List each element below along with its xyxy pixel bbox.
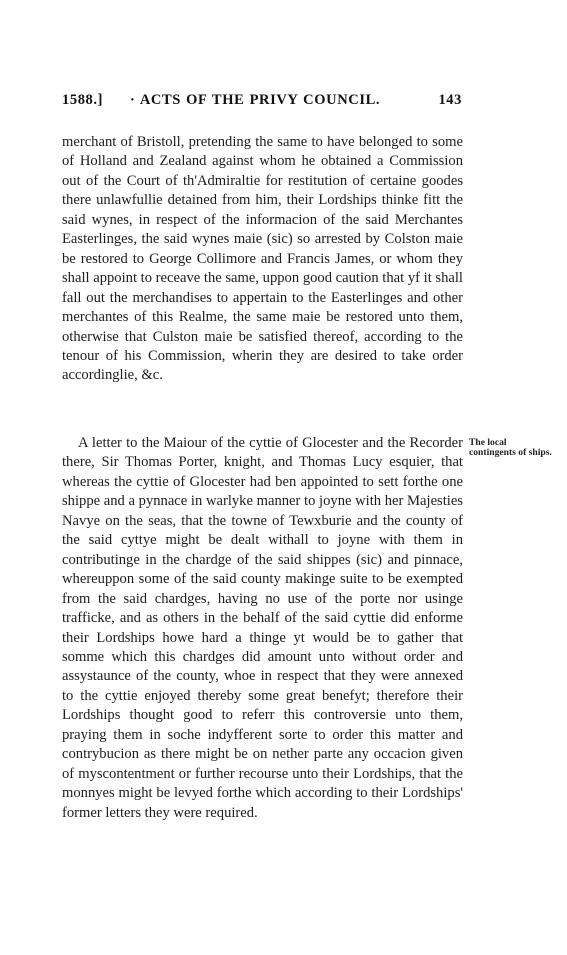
paragraph-2: A letter to the Maiour of the cyttie of Glocester and the Recorder there, Sir Thomas Porter, knight, and Thomas Lucy esquier, that whereas the cyttie of Glocester had ben appointed to sett forthe one shippe and a pynnace in warlyke manner to joyne with her Majesties Navye on the seas, that the towne of Tewxburie and the county of the said cyttye might be dealt withall to joyne with them in contributinge in the chardge of the said shippes (sic) and pinnace, whereuppon some of the said county makinge suite to be exempted from the said chardges, having no use of the porte nor usinge trafficke, and as others in the behalf of the said cyttie did enforme their Lordships howe hard a thinge yt would be to gather that somme which this chardges did amount unto without order and assystaunce of the county, whoe in respect that they were annexed to the cyttie enjoyed thereby some great benefyt; therefore their Lordships thought good to referr this controversie unto them, praying them in soche indyfferent sorte to order this matter and contrybucion as there might be on nether parte any occacion given of myscontentment or further recourse unto their Lordships, that the monnyes might be levyed forthe which according to their Lordships' former letters they were required. [62, 435, 463, 821]
header-title: · ACTS OF THE PRIVY COUNCIL. [130, 92, 381, 108]
page-number: 143 [438, 92, 462, 108]
running-header [62, 92, 462, 114]
margin-note: The local contingents of ships. [469, 437, 552, 458]
header-year: 1588.] [62, 92, 104, 108]
paragraph-1: merchant of Bristoll, pretending the same to have belonged to some of Holland and Zealand against whom he obtained a Commission out of the Court of th'Admiraltie for restitution of certaine goodes there unlawfullie detained from him, their Lordships thinke fitt the said wynes, in respect of the informacion of the said Merchantes Easterlinges, the said wynes maie (sic) so arrested by Colston maie be restored to George Collimore and Francis James, or whom they shall appoint to receave the same, uppon good caution that yf it shall fall out the merchandises to appertain to the Easterlinges and other merchantes of this Realme, the same maie be restored unto them, otherwise that Culston maie be satisfied thereof, according to the tenour of his Commission, wherin they are desired to take order accordinglie, &c. [62, 134, 463, 384]
